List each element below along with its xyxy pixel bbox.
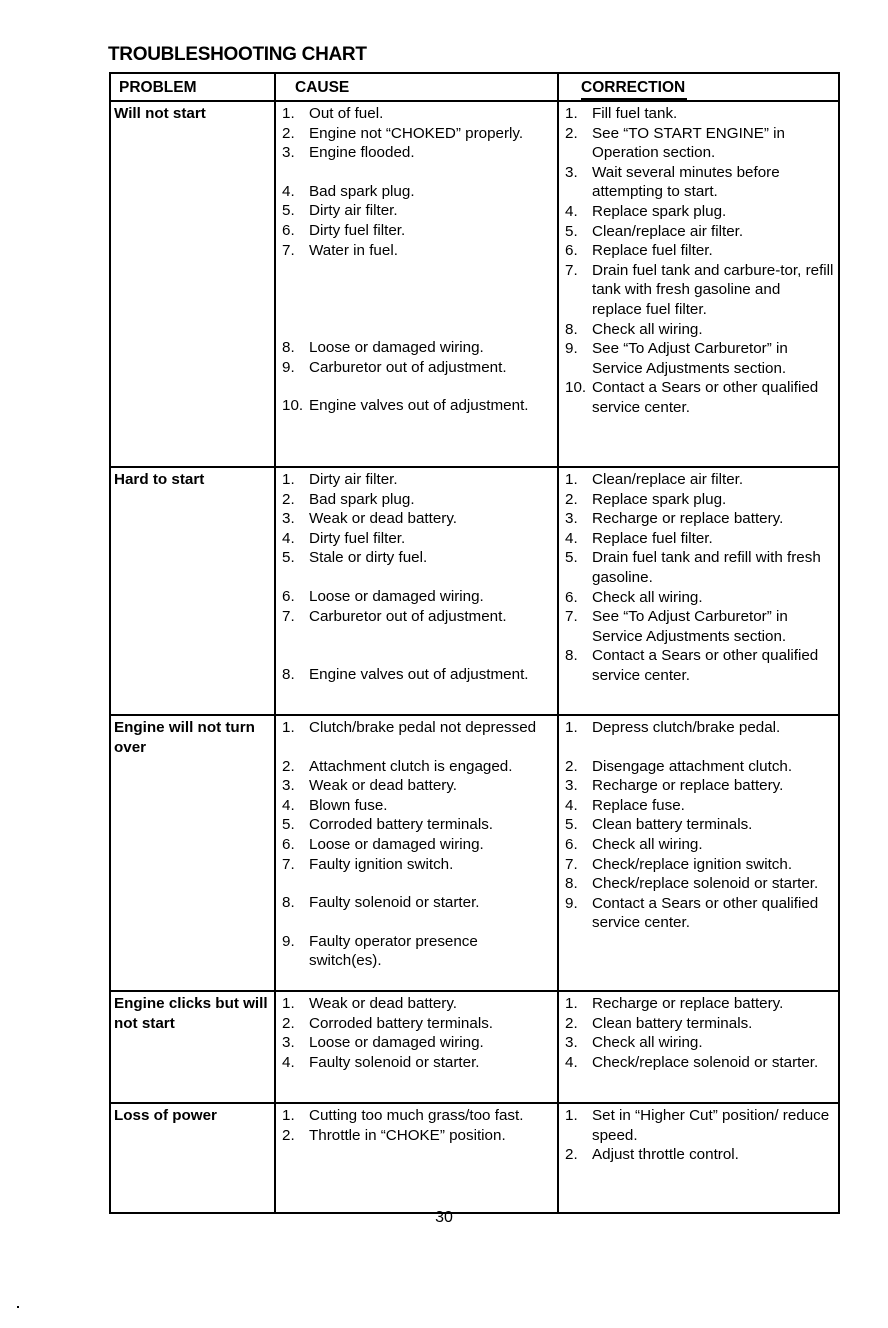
cause-item-text: Faulty solenoid or starter. [309,1053,480,1071]
correction-item-text: See “To Adjust Carburetor” in Service Adjustments section. [592,340,788,377]
correction-item [565,320,834,340]
correction-item-text: Depress clutch/brake pedal. [592,719,781,736]
cause-item-text: Attachment clutch is engaged. [309,757,513,775]
correction-item-number: 10. [565,379,587,397]
correction-item-text: Clean/replace air filter. [592,222,744,240]
correction-item [565,588,834,608]
correction-item [565,261,834,320]
cause-item-text: Carburetor out of adjustment. [309,358,507,376]
cause-item-number: 1. [282,1107,295,1124]
correction-cell [558,467,839,715]
correction-item-text: Contact a Sears or other qualified service center. [592,379,819,416]
cause-item [282,893,553,913]
correction-item-number: 1. [565,995,578,1012]
correction-item-number: 7. [565,261,578,279]
cause-item [282,1053,553,1073]
cause-item-text: Throttle in “CHOKE” position. [309,1126,506,1144]
cause-list [276,1104,557,1148]
problem-cell: Hard to start [110,467,275,715]
cause-item-number: 7. [282,241,295,259]
correction-list [559,992,838,1075]
cause-item-text: Faulty operator presence switch(es). [309,932,478,970]
cause-item [282,776,553,796]
cause-item-number: 7. [282,855,295,873]
cause-item [282,124,553,144]
cause-cell [275,991,558,1103]
correction-header [558,73,839,101]
correction-item-text: Contact a Sears or other qualified service center. [592,647,819,684]
correction-item-number: 4. [565,202,578,220]
correction-cell [558,101,839,467]
cause-item-text: Corroded battery terminals. [309,1014,494,1032]
troubleshooting-table [109,72,840,1214]
correction-header-label: CORRECTION [581,78,687,100]
table-row [110,1103,839,1213]
correction-item-number: 2. [565,490,578,508]
correction-item [565,1014,834,1034]
correction-item-text: Check all wiring. [592,588,703,606]
correction-item-text: Clean/replace air filter. [592,471,744,488]
correction-item-number: 8. [565,875,578,893]
cause-item-text: Dirty fuel filter. [309,221,406,239]
correction-item [565,509,834,529]
cause-item [282,665,553,685]
page-number: 30 [435,1209,453,1226]
correction-item-text: Check all wiring. [592,1034,703,1052]
cause-item-number: 5. [282,202,295,220]
cause-item-text: Engine valves out of adjustment. [309,397,529,415]
correction-item [565,163,834,202]
cause-item [282,1126,553,1146]
cause-item [282,358,553,378]
cause-item [282,241,553,261]
correction-item-text: Recharge or replace battery. [592,777,784,795]
cause-item-number: 1. [282,471,295,488]
cause-item-text: Blown fuse. [309,796,388,814]
correction-item-text: Recharge or replace battery. [592,510,784,528]
correction-item [565,470,834,490]
problem-cell: Engine clicks but will not start [110,991,275,1103]
correction-item-number: 1. [565,1107,578,1124]
cause-item [282,1106,553,1126]
cause-item [282,490,553,510]
cause-item-number: 5. [282,549,295,567]
correction-item-number: 7. [565,608,578,626]
cause-item-text: Stale or dirty fuel. [309,549,428,567]
cause-item-text: Weak or dead battery. [309,510,458,528]
cause-item-text: Out of fuel. [309,105,384,122]
cause-item [282,529,553,549]
cause-item-number: 8. [282,339,295,357]
correction-item-number: 4. [565,796,578,814]
correction-item [565,378,834,417]
correction-item [565,757,834,777]
cause-item-number: 2. [282,124,295,142]
cause-item-text: Loose or damaged wiring. [309,587,484,605]
cause-item-text: Loose or damaged wiring. [309,339,484,357]
correction-item-text: Drain fuel tank and carbure-tor, refill tank with fresh gasoline and replace fuel filter. [592,261,834,318]
correction-item-text: Set in “Higher Cut” position/ reduce speed. [592,1107,830,1144]
correction-item-number: 6. [565,835,578,853]
correction-item-number: 6. [565,242,578,260]
cause-item [282,104,553,124]
correction-cell [558,991,839,1103]
cause-item-number: 3. [282,777,295,795]
problem-header: PROBLEM [110,73,275,101]
correction-item-number: 7. [565,855,578,873]
cause-cell [275,1103,558,1213]
cause-item-text: Loose or damaged wiring. [309,1034,484,1052]
cause-cell [275,715,558,991]
correction-item-number: 2. [565,757,578,775]
correction-item [565,1033,834,1053]
correction-cell [558,1103,839,1213]
cause-item [282,994,553,1014]
correction-item-text: Wait several minutes before attempting to start. [592,163,780,201]
cause-item-number: 3. [282,510,295,528]
correction-item-text: Check/replace ignition switch. [592,855,793,873]
cause-item [282,607,553,627]
correction-item-text: Adjust throttle control. [592,1146,739,1164]
correction-item-number: 2. [565,124,578,142]
correction-item-text: Replace fuel filter. [592,242,713,260]
header-row [110,73,839,101]
cause-item-number: 9. [282,932,295,950]
correction-item-text: Recharge or replace battery. [592,995,784,1012]
cause-item-number: 2. [282,757,295,775]
correction-list [559,1104,838,1168]
correction-item [565,104,834,124]
cause-item-text: Faulty solenoid or starter. [309,894,480,912]
problem-cell: Loss of power [110,1103,275,1213]
cause-item [282,221,553,241]
problem-cell: Will not start [110,101,275,467]
correction-item-number: 2. [565,1146,578,1164]
cause-item [282,470,553,490]
correction-item [565,796,834,816]
cause-item [282,338,553,358]
correction-item-text: See “TO START ENGINE” in Operation section. [592,124,785,162]
correction-item-text: Replace fuse. [592,796,685,814]
cause-item-number: 6. [282,835,295,853]
cause-item [282,548,553,568]
correction-item-number: 9. [565,894,578,912]
cause-item-number: 2. [282,490,295,508]
cause-item-number: 7. [282,607,295,625]
correction-item [565,815,834,835]
cause-item [282,396,553,416]
cause-item [282,143,553,163]
correction-item-text: Fill fuel tank. [592,105,678,122]
correction-item-number: 3. [565,777,578,795]
cause-list [276,716,557,974]
cause-cell [275,101,558,467]
correction-item [565,874,834,894]
cause-item-number: 10. [282,397,304,415]
cause-item [282,182,553,202]
table-row [110,101,839,467]
cause-item [282,855,553,875]
correction-item-text: Disengage attachment clutch. [592,757,793,775]
correction-item-text: Clean battery terminals. [592,816,753,834]
correction-list [559,468,838,689]
table-row [110,991,839,1103]
correction-item [565,339,834,378]
correction-item-number: 9. [565,340,578,358]
correction-item [565,855,834,875]
correction-item [565,202,834,222]
correction-item-text: Clean battery terminals. [592,1014,753,1032]
cause-item-text: Bad spark plug. [309,182,415,200]
correction-item-text: See “To Adjust Carburetor” in Service Adjustments section. [592,608,788,645]
cause-item [282,757,553,777]
correction-item-number: 5. [565,816,578,834]
correction-item-number: 3. [565,1034,578,1052]
correction-item [565,894,834,933]
correction-item-text: Drain fuel tank and refill with fresh gasoline. [592,549,821,586]
cause-item-number: 4. [282,529,295,547]
correction-item-text: Check all wiring. [592,835,703,853]
table-row [110,715,839,991]
cause-item-text: Water in fuel. [309,241,398,259]
cause-item [282,509,553,529]
correction-item-number: 4. [565,529,578,547]
correction-item-text: Check all wiring. [592,320,703,338]
cause-header: CAUSE [275,73,558,101]
correction-item [565,994,834,1014]
correction-item-number: 8. [565,320,578,338]
chart-title: TROUBLESHOOTING CHART [108,44,367,65]
cause-list [276,102,557,419]
cause-item-number: 6. [282,587,295,605]
cause-item-number: 3. [282,144,295,162]
correction-item-text: Contact a Sears or other qualified service center. [592,894,819,932]
correction-cell [558,715,839,991]
cause-item-number: 4. [282,796,295,814]
cause-item [282,1014,553,1034]
correction-item-number: 3. [565,510,578,528]
cause-item-text: Dirty air filter. [309,471,398,488]
cause-item-number: 6. [282,221,295,239]
cause-item [282,815,553,835]
table-row [110,467,839,715]
correction-item-number: 1. [565,105,578,122]
correction-list [559,716,838,936]
correction-item-number: 1. [565,471,578,488]
correction-item-number: 5. [565,549,578,567]
cause-item-text: Engine flooded. [309,144,415,162]
cause-item [282,932,553,971]
correction-list [559,102,838,421]
correction-item [565,1106,834,1145]
cause-item-text: Bad spark plug. [309,490,415,508]
cause-item-text: Cutting too much grass/too fast. [309,1107,524,1124]
cause-item-text: Loose or damaged wiring. [309,835,484,853]
cause-item-number: 4. [282,182,295,200]
correction-item-number: 2. [565,1014,578,1032]
cause-item-number: 2. [282,1126,295,1144]
correction-item [565,529,834,549]
cause-item [282,796,553,816]
cause-item-number: 3. [282,1034,295,1052]
cause-item-number: 2. [282,1014,295,1032]
correction-item-number: 6. [565,588,578,606]
cause-item [282,1033,553,1053]
cause-item-text: Dirty fuel filter. [309,529,406,547]
correction-item-number: 5. [565,222,578,240]
cause-item [282,587,553,607]
correction-item [565,1145,834,1165]
cause-item-text: Carburetor out of adjustment. [309,607,507,625]
cause-item-number: 1. [282,719,295,736]
cause-list [276,992,557,1075]
cause-item-number: 8. [282,894,295,912]
cause-item-text: Faulty ignition switch. [309,855,454,873]
cause-item-number: 5. [282,816,295,834]
cause-item-text: Engine valves out of adjustment. [309,666,529,684]
cause-item [282,718,553,738]
correction-item [565,222,834,242]
correction-item [565,1053,834,1073]
cause-item-text: Dirty air filter. [309,202,398,220]
cause-item-number: 1. [282,105,295,122]
correction-item-text: Replace spark plug. [592,490,727,508]
correction-item-text: Check/replace solenoid or starter. [592,1053,819,1071]
cause-item-number: 9. [282,358,295,376]
correction-item [565,124,834,163]
cause-item-text: Weak or dead battery. [309,995,458,1012]
cause-item-number: 1. [282,995,295,1012]
cause-item [282,835,553,855]
cause-item-text: Corroded battery terminals. [309,816,494,834]
cause-item-text: Engine not “CHOKED” properly. [309,124,524,142]
cause-item [282,201,553,221]
scan-mark [17,1306,19,1308]
correction-item-number: 1. [565,719,578,736]
correction-item [565,607,834,646]
cause-item-number: 8. [282,666,295,684]
correction-item-text: Check/replace solenoid or starter. [592,875,819,893]
cause-list [276,468,557,688]
correction-item-number: 8. [565,647,578,665]
correction-item-number: 3. [565,163,578,181]
correction-item [565,835,834,855]
correction-item-number: 4. [565,1053,578,1071]
correction-item-text: Replace fuel filter. [592,529,713,547]
correction-item [565,776,834,796]
correction-item [565,490,834,510]
correction-item [565,646,834,685]
problem-cell: Engine will not turn over [110,715,275,991]
correction-item [565,241,834,261]
cause-cell [275,467,558,715]
cause-item-text: Weak or dead battery. [309,777,458,795]
cause-item-text: Clutch/brake pedal not depressed [309,719,537,736]
correction-item [565,548,834,587]
correction-item-text: Replace spark plug. [592,202,727,220]
correction-item [565,718,834,738]
cause-item-number: 4. [282,1053,295,1071]
